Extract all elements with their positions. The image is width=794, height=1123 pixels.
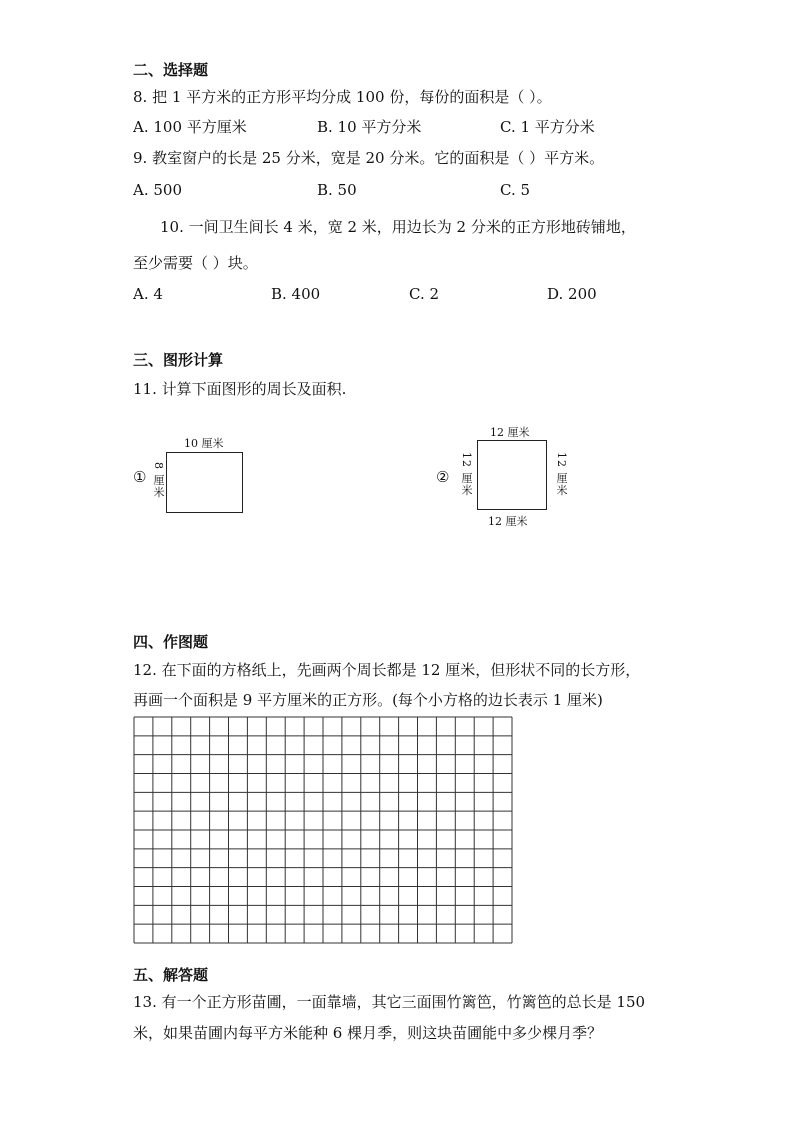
question-11: 11. 计算下面图形的周长及面积. — [133, 380, 347, 398]
q9-option-b: B. 50 — [317, 181, 357, 199]
question-12-line1: 12. 在下面的方格纸上，先画两个周长都是 12 厘米，但形状不同的长方形， — [133, 661, 641, 679]
q10-option-b: B. 400 — [271, 285, 321, 303]
figure-2-square — [477, 440, 547, 510]
q9-option-a: A. 500 — [133, 181, 182, 199]
question-12-line2: 再画一个面积是 9 平方厘米的正方形。(每个小方格的边长表示 1 厘米) — [133, 691, 603, 709]
q10-option-a: A. 4 — [133, 285, 163, 303]
question-13-line1: 13. 有一个正方形苗圃，一面靠墙，其它三面围竹篱笆，竹篱笆的总长是 150 — [133, 993, 646, 1011]
question-9: 9. 教室窗户的长是 25 分米，宽是 20 分米。它的面积是（ ）平方米。 — [133, 149, 605, 167]
section-heading-drawing: 四、作图题 — [133, 633, 209, 651]
question-10-line1: 10. 一间卫生间长 4 米，宽 2 米，用边长为 2 分米的正方形地砖铺地， — [160, 218, 636, 236]
figure-2-bottom-label: 12 厘米 — [488, 515, 528, 528]
section-heading-choice: 二、选择题 — [133, 61, 209, 79]
grid-paper[interactable] — [133, 716, 513, 944]
q10-option-c: C. 2 — [409, 285, 440, 303]
figure-2-right-label: 12 厘米 — [555, 452, 568, 497]
q8-option-c: C. 1 平方分米 — [500, 118, 595, 136]
question-10-line2: 至少需要（ ）块。 — [133, 254, 258, 272]
q9-option-c: C. 5 — [500, 181, 531, 199]
section-heading-figure: 三、图形计算 — [133, 351, 224, 369]
q8-option-b: B. 10 平方分米 — [317, 118, 422, 136]
question-8: 8. 把 1 平方米的正方形平均分成 100 份，每份的面积是（ ）。 — [133, 88, 552, 106]
figure-1-left-label: 8 厘米 — [152, 462, 165, 499]
figure-2-top-label: 12 厘米 — [490, 426, 530, 439]
figure-1-top-label: 10 厘米 — [184, 437, 224, 450]
q10-option-d: D. 200 — [547, 285, 597, 303]
figure-1-rectangle — [166, 452, 243, 513]
question-13-line2: 米，如果苗圃内每平方米能种 6 棵月季，则这块苗圃能中多少棵月季？ — [133, 1024, 603, 1042]
section-heading-answer: 五、解答题 — [133, 966, 209, 984]
figure-2-number: ② — [436, 468, 450, 486]
q8-option-a: A. 100 平方厘米 — [133, 118, 247, 136]
figure-1-number: ① — [133, 468, 147, 486]
figure-2-left-label: 12 厘米 — [460, 452, 473, 497]
